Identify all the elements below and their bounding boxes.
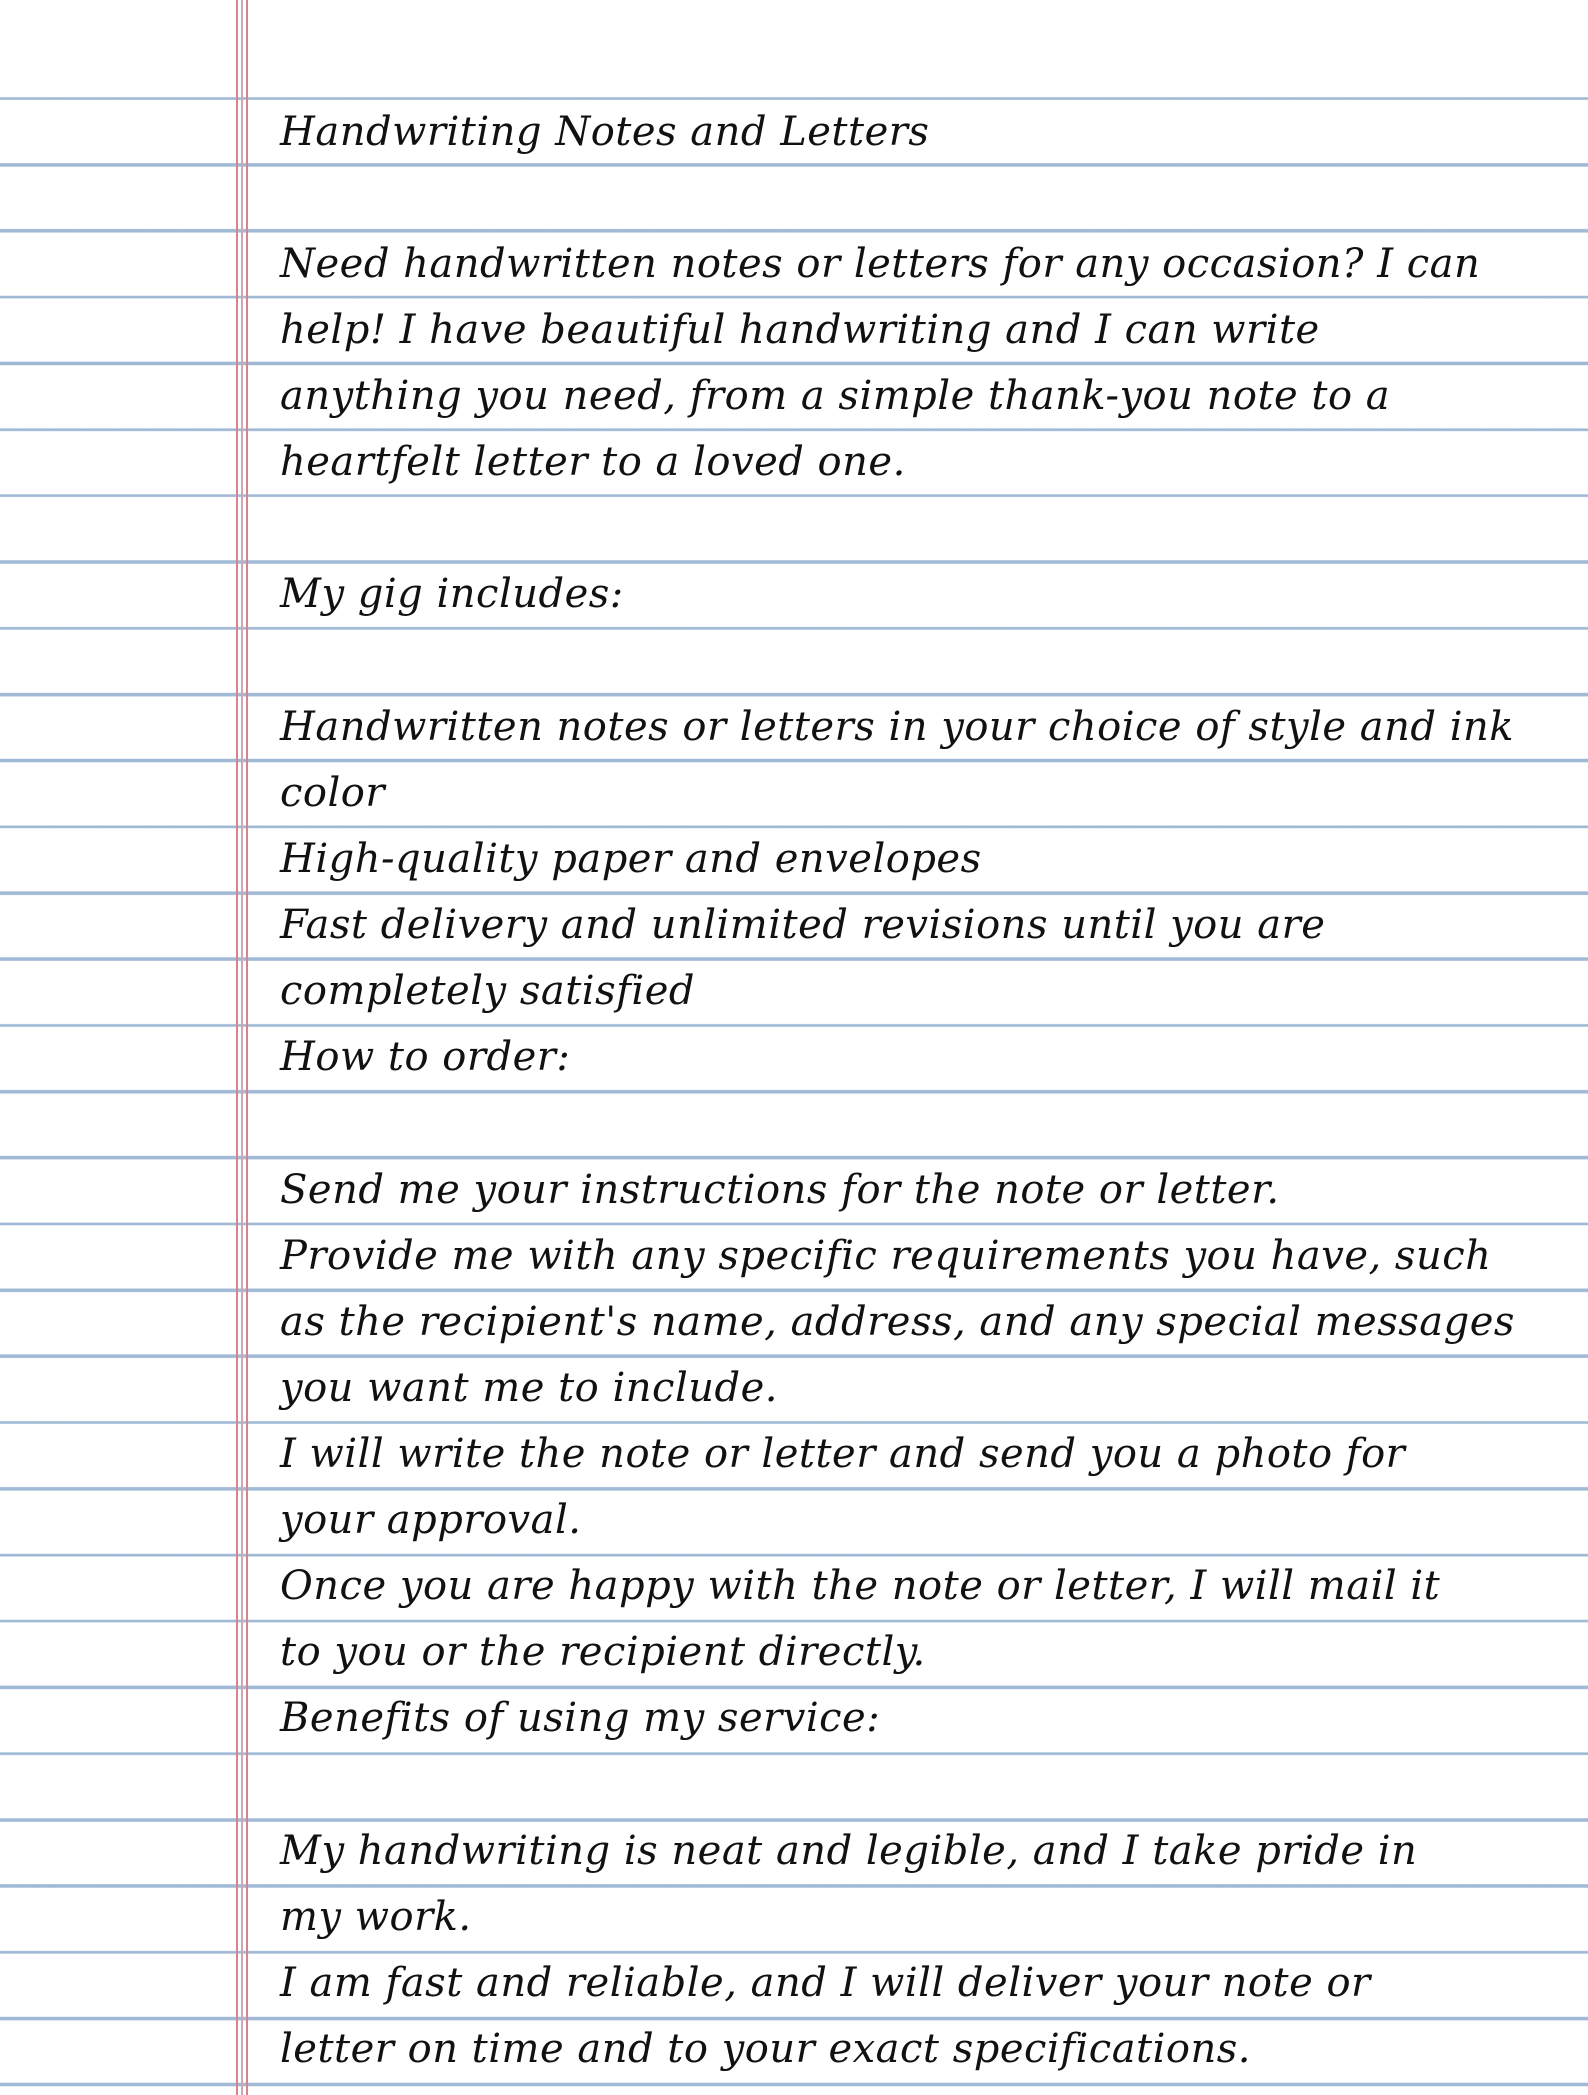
benefits-line: My handwriting is neat and legible, and I take pride in	[280, 1828, 1418, 1874]
order-line: I will write the note or letter and send you a photo for	[280, 1431, 1406, 1477]
order-line: as the recipient's name, address, and any special messages	[280, 1299, 1515, 1345]
order-line: you want me to include.	[280, 1365, 778, 1411]
benefits-line: I am fast and reliable, and I will deliver your note or	[280, 1960, 1371, 2006]
includes-line: High-quality paper and envelopes	[280, 836, 982, 882]
order-line: your approval.	[280, 1497, 582, 1543]
margin-line	[236, 0, 248, 2095]
benefits-heading: Benefits of using my service:	[280, 1695, 881, 1741]
benefits-line: letter on time and to your exact specifications.	[280, 2026, 1252, 2072]
includes-line: completely satisfied	[280, 968, 695, 1014]
includes-line: Fast delivery and unlimited revisions until you are	[280, 902, 1326, 948]
intro-line: help! I have beautiful handwriting and I can write	[280, 307, 1320, 353]
includes-line: color	[280, 770, 385, 816]
margin-line-inner	[241, 0, 243, 2095]
intro-line: anything you need, from a simple thank-you note to a	[280, 373, 1391, 419]
order-line: Once you are happy with the note or letter, I will mail it	[280, 1563, 1441, 1609]
includes-line: Handwritten notes or letters in your choice of style and ink	[280, 704, 1515, 750]
order-line: Provide me with any specific requirements you have, such	[280, 1233, 1492, 1279]
intro-line: heartfelt letter to a loved one.	[280, 439, 906, 485]
intro-line: Need handwritten notes or letters for any occasion? I can	[280, 241, 1481, 287]
order-line: Send me your instructions for the note or letter.	[280, 1167, 1280, 1213]
benefits-line: my work.	[280, 1894, 472, 1940]
includes-heading: My gig includes:	[280, 571, 624, 617]
page-title: Handwriting Notes and Letters	[280, 109, 930, 155]
order-line: to you or the recipient directly.	[280, 1629, 926, 1675]
order-heading: How to order:	[280, 1034, 571, 1080]
